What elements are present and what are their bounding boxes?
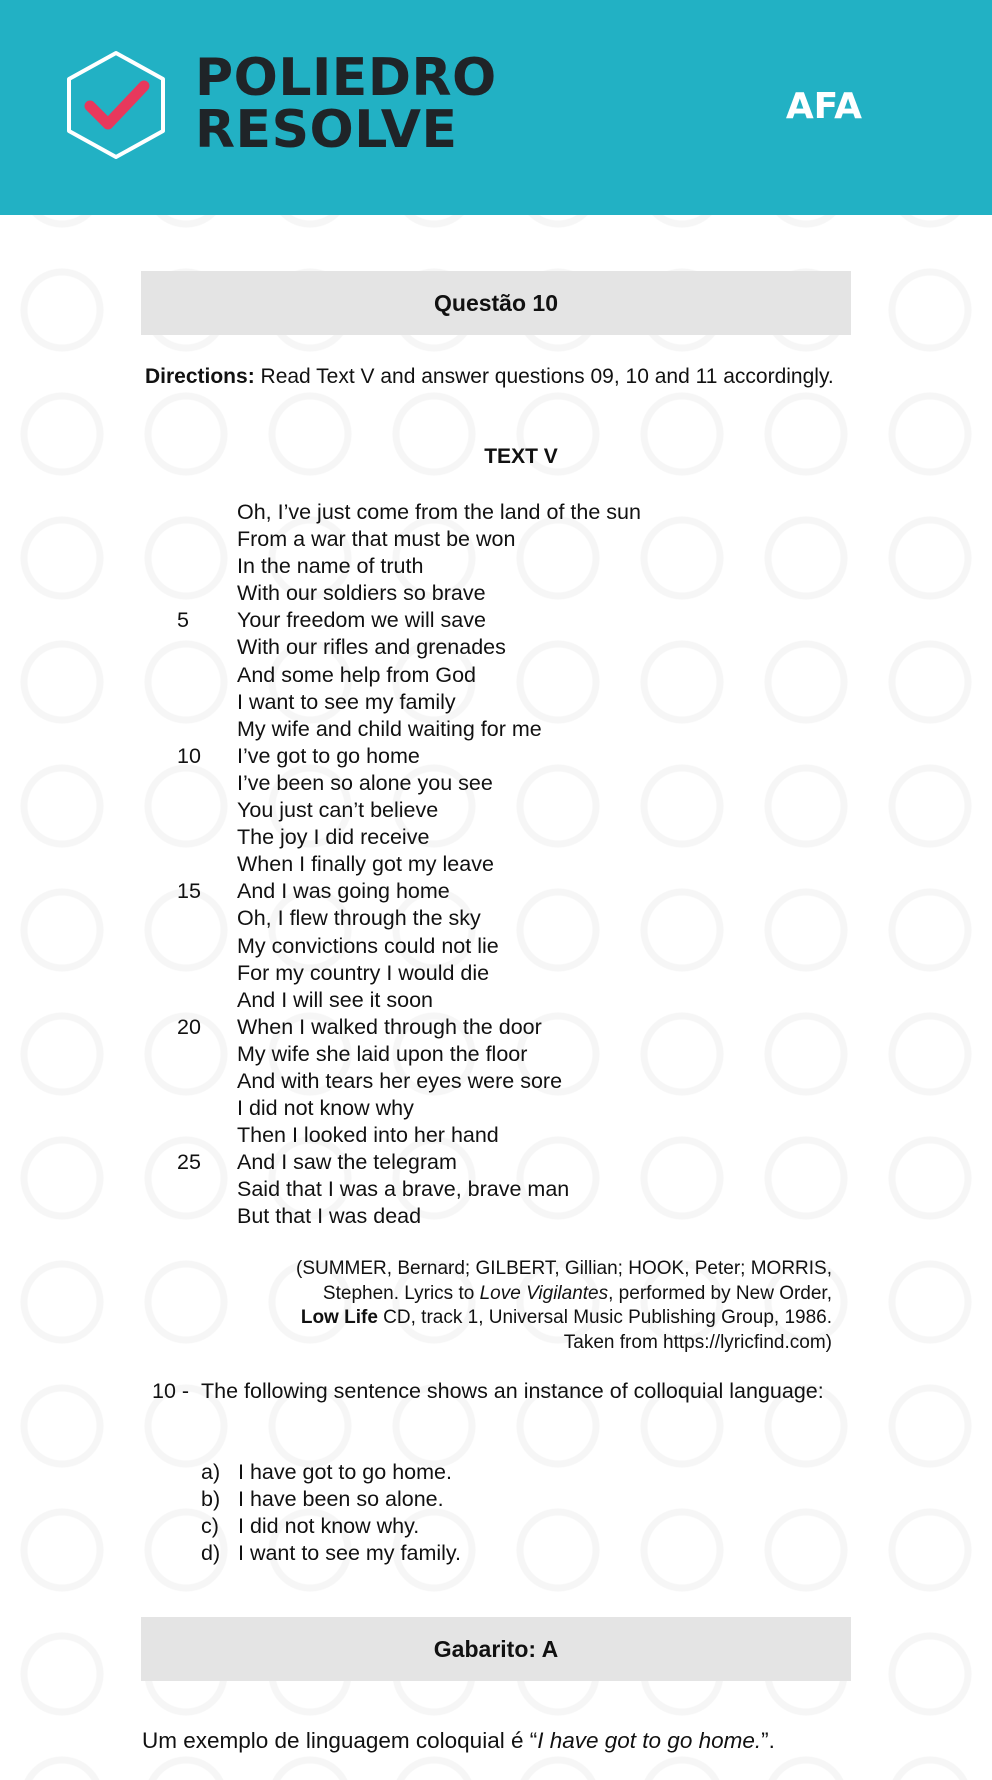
poem-line-text: My wife she laid upon the floor <box>237 1041 528 1066</box>
poem-line <box>0 878 992 905</box>
poem-line <box>0 1014 992 1041</box>
citation-line-4: Taken from https://lyricfind.com) <box>563 1331 832 1353</box>
poem-line <box>0 1068 992 1095</box>
directions <box>145 363 840 390</box>
poem-line-text: When I finally got my leave <box>237 852 494 877</box>
poem-line-number: 20 <box>177 1014 201 1039</box>
poem-line <box>0 824 992 851</box>
answer-explanation-quote: I have got to go home. <box>537 1728 762 1753</box>
answer-explanation <box>142 1728 775 1754</box>
poem-line-text: And I was going home <box>237 879 450 904</box>
poem-line <box>0 1149 992 1176</box>
option-text: I did not know why. <box>238 1514 420 1538</box>
poem-line-text: I’ve got to go home <box>237 743 420 768</box>
citation-line-2-b: , performed by New Order, <box>608 1282 832 1304</box>
option-letter: d) <box>201 1541 221 1565</box>
poem-line-text: For my country I would die <box>237 960 490 985</box>
citation-line-2-a: Stephen. Lyrics to <box>322 1282 480 1304</box>
poem-line-text: From a war that must be won <box>237 527 516 552</box>
text-title: TEXT V <box>484 445 558 468</box>
poem-line <box>0 851 992 878</box>
poem-line-text: Said that I was a brave, brave man <box>237 1177 570 1202</box>
header-banner <box>0 0 992 215</box>
option-text: I have got to go home. <box>238 1460 452 1484</box>
poem-line-text: Your freedom we will save <box>237 608 486 633</box>
poem-line-text: Then I looked into her hand <box>237 1123 499 1148</box>
exam-label: AFA <box>785 86 862 127</box>
directions-text: Read Text V and answer questions 09, 10 and 11 accordingly. <box>254 365 834 388</box>
brand-line-2: RESOLVE <box>195 100 458 160</box>
poem-line-text: And I will see it soon <box>237 987 433 1012</box>
poem-line-text: When I walked through the door <box>237 1014 542 1039</box>
question-stem: The following sentence shows an instance of colloquial language: <box>201 1379 824 1403</box>
poem-line-number: 5 <box>177 608 189 633</box>
poem-line <box>0 770 992 797</box>
citation-line-1: (SUMMER, Bernard; GILBERT, Gillian; HOOK, Peter; MORRIS, <box>296 1258 832 1279</box>
poem-line <box>0 607 992 634</box>
answer-explanation-prefix: Um exemplo de linguagem coloquial é “ <box>142 1728 538 1753</box>
option-letter: a) <box>201 1460 221 1484</box>
poem-line <box>0 716 992 743</box>
poem-line <box>0 1041 992 1068</box>
option-letter: c) <box>201 1514 219 1538</box>
poem-line <box>0 933 992 960</box>
answer-explanation-suffix: ”. <box>761 1728 775 1753</box>
answer-key-title: Gabarito: A <box>433 1635 559 1662</box>
poem-line-text: My wife and child waiting for me <box>237 716 542 741</box>
poem <box>0 499 992 1231</box>
poem-line-text: With our soldiers so brave <box>237 581 486 606</box>
citation-line-3-b: CD, track 1, Universal Music Publishing Group, 1986. <box>377 1307 832 1328</box>
poem-line-text: You just can’t believe <box>237 798 439 823</box>
poem-line-number: 10 <box>177 743 201 768</box>
brand-line-1: POLIEDRO <box>195 48 497 108</box>
poem-line <box>0 634 992 661</box>
question-number: 10 - <box>152 1379 190 1403</box>
poem-line <box>0 526 992 553</box>
poem-line-number: 15 <box>177 879 201 904</box>
poem-line <box>0 1203 992 1230</box>
poem-line-text: In the name of truth <box>237 554 424 579</box>
poem-line <box>0 689 992 716</box>
brand-logo-text <box>195 48 497 160</box>
option-letter: b) <box>201 1487 221 1511</box>
poem-line <box>0 553 992 580</box>
poem-line-text: And with tears her eyes were sore <box>237 1068 563 1093</box>
citation-album: Low Life <box>300 1307 378 1328</box>
citation <box>192 1257 832 1355</box>
poem-line-text: With our rifles and grenades <box>237 635 506 660</box>
poem-line-text: The joy I did receive <box>237 825 430 850</box>
poem-line-text: And some help from God <box>237 662 477 687</box>
question-title-bar <box>141 271 851 335</box>
poem-line <box>0 797 992 824</box>
poem-line-number: 25 <box>177 1150 201 1175</box>
citation-line-3 <box>192 1306 832 1331</box>
poem-line <box>0 987 992 1014</box>
poem-line <box>0 662 992 689</box>
poem-line <box>0 960 992 987</box>
poem-line <box>0 905 992 932</box>
citation-song-title: Love Vigilantes <box>479 1282 609 1304</box>
directions-label: Directions: <box>145 365 255 388</box>
option-text: I want to see my family. <box>238 1541 462 1565</box>
poem-line-text: I’ve been so alone you see <box>237 770 493 795</box>
question-title: Questão 10 <box>434 289 558 316</box>
poem-line-text: Oh, I’ve just come from the land of the sun <box>237 500 641 524</box>
poem-line <box>0 1176 992 1203</box>
poem-line <box>0 499 992 526</box>
poem-line-text: My convictions could not lie <box>237 933 499 958</box>
option-text: I have been so alone. <box>238 1487 444 1511</box>
poem-line <box>0 743 992 770</box>
poem-line <box>0 580 992 607</box>
answer-key-bar <box>141 1617 851 1681</box>
poem-line-text: But that I was dead <box>237 1204 422 1229</box>
hexagon-check-icon <box>64 50 168 160</box>
citation-line-2 <box>192 1282 832 1307</box>
poem-line-text: And I saw the telegram <box>237 1150 457 1175</box>
poem-line <box>0 1095 992 1122</box>
poem-line-text: I did not know why <box>237 1096 414 1121</box>
poem-line-text: I want to see my family <box>237 689 456 714</box>
poem-line <box>0 1122 992 1149</box>
poem-line-text: Oh, I flew through the sky <box>237 906 481 931</box>
